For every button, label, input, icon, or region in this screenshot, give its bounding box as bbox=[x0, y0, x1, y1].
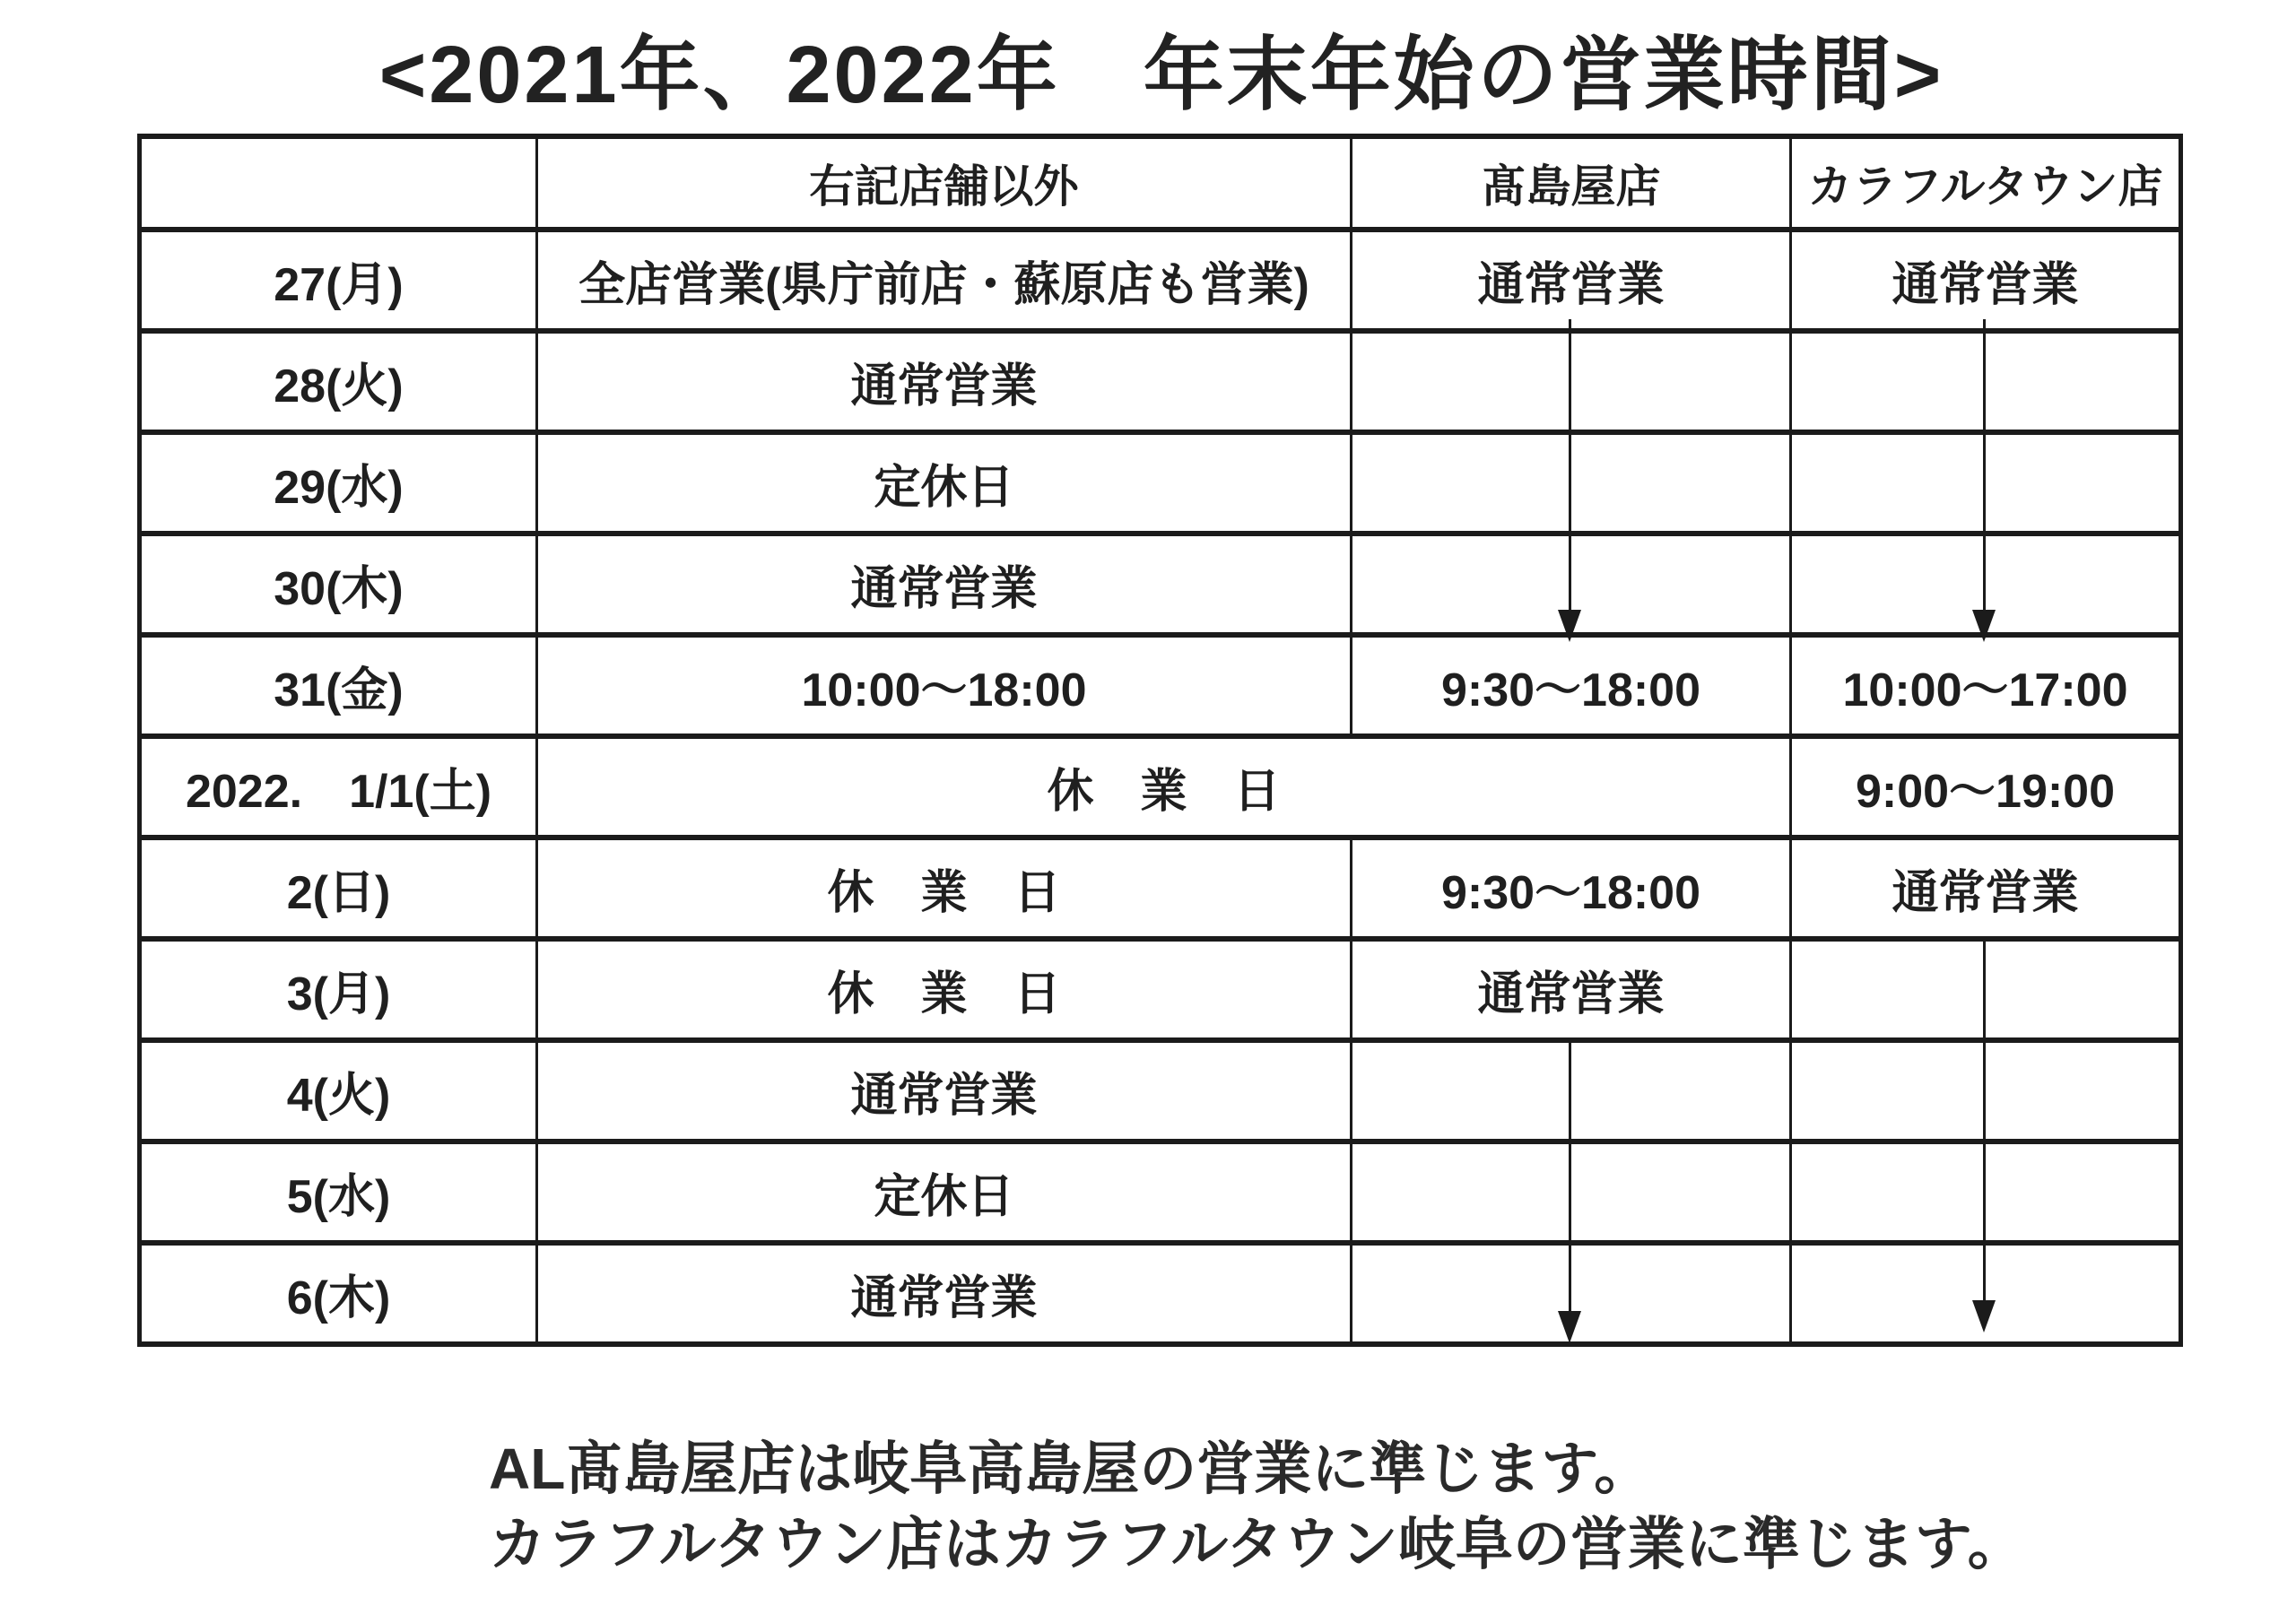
closed-day-merged-cell: 休 業 日 bbox=[537, 736, 1791, 838]
date-label: 4(火) bbox=[140, 1040, 537, 1142]
footnotes bbox=[489, 1431, 2025, 1583]
colorful-town-cell: 通常営業 bbox=[1791, 230, 2181, 331]
date-label: 3(月) bbox=[140, 939, 537, 1040]
table-row-dec30 bbox=[140, 534, 2181, 635]
business-hours-table bbox=[137, 134, 2183, 1347]
down-arrow-icon bbox=[1972, 319, 1996, 642]
takashimaya-cell: 9:30〜18:00 bbox=[1352, 635, 1791, 736]
other-stores-cell: 休 業 日 bbox=[537, 939, 1352, 1040]
takashimaya-cell: 通常営業 bbox=[1352, 939, 1791, 1040]
table-row-jan6 bbox=[140, 1243, 2181, 1344]
down-arrow-icon bbox=[1972, 937, 1996, 1333]
header-other-stores: 右記店舗以外 bbox=[537, 136, 1352, 230]
table-row-jan3 bbox=[140, 939, 2181, 1040]
page-title: <2021年、2022年 年末年始の営業時間> bbox=[378, 30, 1944, 120]
table-row-jan4 bbox=[140, 1040, 2181, 1142]
date-label: 2(日) bbox=[140, 838, 537, 939]
date-label: 31(金) bbox=[140, 635, 537, 736]
other-stores-cell: 通常営業 bbox=[537, 1243, 1352, 1344]
colorful-town-cell: 通常営業 bbox=[1791, 838, 2181, 939]
date-label: 30(木) bbox=[140, 534, 537, 635]
footnote-takashimaya: AL髙島屋店は岐阜高島屋の営業に準じます。 bbox=[489, 1437, 1652, 1501]
other-stores-cell: 10:00〜18:00 bbox=[537, 635, 1352, 736]
header-colorful-town: カラフルタウン店 bbox=[1791, 136, 2181, 230]
table-row-dec27 bbox=[140, 230, 2181, 331]
header-takashimaya: 髙島屋店 bbox=[1352, 136, 1791, 230]
table-row-dec29 bbox=[140, 432, 2181, 534]
down-arrow-icon bbox=[1558, 1038, 1581, 1343]
other-stores-cell: 通常営業 bbox=[537, 534, 1352, 635]
table-row-dec31 bbox=[140, 635, 2181, 736]
date-label: 29(水) bbox=[140, 432, 537, 534]
footnote-colorful-town: カラフルタウン店はカラフルタウン岐阜の営業に準じます。 bbox=[489, 1512, 2025, 1577]
date-label: 27(月) bbox=[140, 230, 537, 331]
takashimaya-cell: 9:30〜18:00 bbox=[1352, 838, 1791, 939]
table-row-jan5 bbox=[140, 1142, 2181, 1243]
date-label: 2022. 1/1(土) bbox=[140, 736, 537, 838]
other-stores-cell: 通常営業 bbox=[537, 331, 1352, 432]
colorful-town-cell: 9:00〜19:00 bbox=[1791, 736, 2181, 838]
date-label: 6(木) bbox=[140, 1243, 537, 1344]
other-stores-cell: 定休日 bbox=[537, 1142, 1352, 1243]
table-row-dec28 bbox=[140, 331, 2181, 432]
takashimaya-cell: 通常営業 bbox=[1352, 230, 1791, 331]
header-date-column bbox=[140, 136, 537, 230]
other-stores-cell: 全店営業(県庁前店・蘇原店も営業) bbox=[537, 230, 1352, 331]
table-row-jan2 bbox=[140, 838, 2181, 939]
table-row-jan1 bbox=[140, 736, 2181, 838]
other-stores-cell: 休 業 日 bbox=[537, 838, 1352, 939]
table-header-row bbox=[140, 136, 2181, 230]
date-label: 5(水) bbox=[140, 1142, 537, 1243]
other-stores-cell: 定休日 bbox=[537, 432, 1352, 534]
down-arrow-icon bbox=[1558, 319, 1581, 642]
other-stores-cell: 通常営業 bbox=[537, 1040, 1352, 1142]
colorful-town-cell: 10:00〜17:00 bbox=[1791, 635, 2181, 736]
date-label: 28(火) bbox=[140, 331, 537, 432]
page-title-row bbox=[0, 9, 2296, 126]
